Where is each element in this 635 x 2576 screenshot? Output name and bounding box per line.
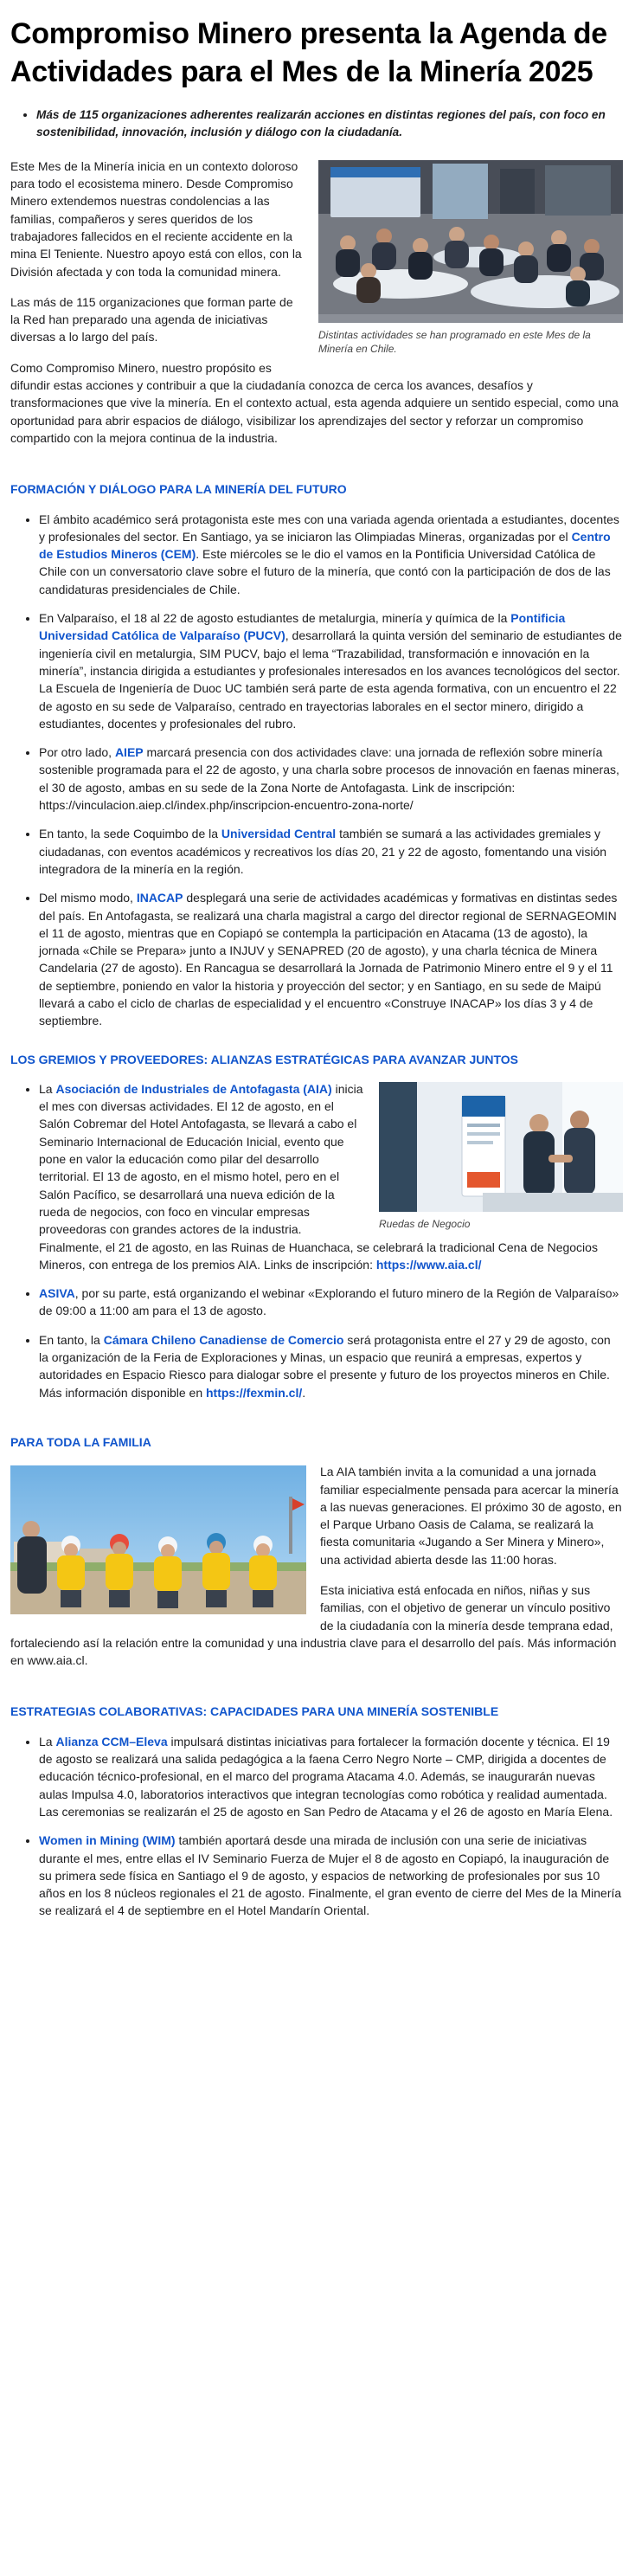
bullet-item <box>39 825 623 878</box>
bullet-item <box>39 1080 623 1273</box>
formacion-list <box>10 511 623 1030</box>
text-segment: desplegará una serie de actividades académicas y formativas en distintas sedes del país. En Antofagasta, se realizará una charla magistral a cargo del director regional de SERNAGEOMIN el 11 de agosto, mientras que en Copiapó se contempla la participación en Atacama (13 de agosto), la jornada «Chile se Prepara» junto a INJUV y SENAPRED (20 de agosto), y una charla técnica de Minera Candelaria (27 de agosto). En Rancagua se desarrollará la Jornada de Patrimonio Minero entre el 9 y el 11 de septiembre, poniendo en valor la historia y proyección del sector; y en Santiago, en su sede de Maipú llevará a cabo el ciclo de charlas de especialidad y el encuentro «Construye INACAP» los días 3 y 4 de septiembre. <box>39 891 618 1028</box>
ruedas-photo <box>379 1082 623 1212</box>
intro-paragraph-3: Como Compromiso Minero, nuestro propósito es difundir estas acciones y contribuir a que la ciudadanía conozca de cerca los avances, desafíos y transformaciones que vive la minería. En el contexto actual, esta agenda adquiere un sentido especial, como una oportunidad para abrir espacios de diálogo, visibilizar los aprendizajes del sector y reforzar un compromiso compartido con la mejora continua de la industria. <box>10 360 619 445</box>
text-segment: Por otro lado, <box>39 745 115 760</box>
bullet-item <box>39 889 623 1029</box>
bullet-item <box>39 1733 623 1820</box>
inline-link[interactable]: ASIVA <box>39 1286 75 1301</box>
inline-link[interactable]: Cámara Chileno Canadiense de Comercio <box>103 1332 344 1347</box>
text-segment: La <box>39 1081 56 1096</box>
figure-children <box>10 1465 306 1614</box>
inline-link[interactable]: Universidad Central <box>221 827 337 841</box>
text-segment: . Este miércoles se le dio el vamos en la Pontificia Universidad Católica de Chile con un conversatorio clave sobre el futuro de la minería, que contó con la participación de dos de las candidaturas presidenciales de Chile. <box>39 547 611 596</box>
text-segment: , desarrollará la quinta versión del seminario de estudiantes de ingeniería civil en metalurgia, SIM PUCV, bajo el lema “Trazabilidad, transformación e innovación en la minería”, instancia dirigida a estudiantes y profesionales interesados en los avances tecnológicos del sector. La Escuela de Ingeniería de Duoc UC también será parte de esta agenda formativa, con un encuentro el 22 de agosto en su sede de Valparaíso, centrado en trayectorias laborales en el sector minero, dirigido a estudiantes, docentes y profesionales del rubro. <box>39 628 622 731</box>
inline-link[interactable]: Women in Mining (WIM) <box>39 1833 176 1848</box>
text-segment: En Valparaíso, el 18 al 22 de agosto estudiantes de metalurgia, minería y química de la <box>39 611 511 626</box>
bullet-item <box>39 1832 623 1919</box>
inline-link[interactable]: Pontificia Universidad Católica de Valparaíso (PUCV) <box>39 611 566 643</box>
bullet-item <box>39 609 623 732</box>
text-segment: también se sumará a las actividades gremiales y ciudadanas, con eventos académicos y recreativos los días 20, 21 y 22 de agosto, fomentando una visión integradora de la minería en la región. <box>39 827 607 876</box>
text-segment: La <box>39 1734 56 1748</box>
inline-link[interactable]: https://www.aia.cl/ <box>375 1257 482 1272</box>
text-segment: también aportará desde una mirada de inclusión con una serie de iniciativas durante el mes, entre ellas el IV Seminario Fuerza de Mujer el 8 de agosto en Copiapó, la inauguración de su primera sede física en Santiago el 9 de agosto, y espacios de networking de profesionales por sus 10 años en los 8 núcleos regionales el 21 de agosto. Finalmente, el gran evento de cierre del Mes de la Minería se realizará el 4 de septiembre en el Hotel Mandarín Oriental. <box>39 1833 622 1918</box>
estrategias-list <box>10 1733 623 1920</box>
intro-block <box>10 158 623 460</box>
intro-paragraph-2: Las más de 115 organizaciones que forman parte de la Red han preparado una agenda de iniciativas diversas a lo largo del país. <box>10 294 293 345</box>
text-segment: , por su parte, está organizando el webinar «Explorando el futuro minero de la Región de Valparaíso» de 09:00 a 11:00 am para el 13 de agosto. <box>39 1286 619 1318</box>
inline-link[interactable]: AIEP <box>114 745 144 760</box>
section-heading-formacion: FORMACIÓN Y DIÁLOGO PARA LA MINERÍA DEL FUTURO <box>10 482 347 497</box>
text-segment: impulsará distintas iniciativas para fortalecer la formación docente y técnica. El 19 de agosto se realizará una salida pedagógica a la faena Cerro Negro Norte – CMP, dirigida a docentes de educación técnico-profesional, en el marco del programa Atacama 4.0. Además, se inaugurarán nuevas aulas Impulsa 4.0, laboratorios interactivos que integran tecnologías como robótica y realidad aumentada. Las ceremonias se realizarán el 25 de agosto en San Pedro de Atacama y el 26 de agosto en María Elena. <box>39 1734 613 1819</box>
inline-link[interactable]: Alianza CCM–Eleva <box>55 1734 168 1748</box>
familia-block <box>10 1463 623 1682</box>
text-segment: será protagonista entre el 27 y 29 de agosto, con la organización de la Feria de Exploraciones y Minas, un espacio que reunirá a empresas, expertos y autoridades en Espacio Riesco para dialogar sobre el presente y futuro de los proyectos mineros en Chile. Más información disponible en <box>39 1332 611 1400</box>
bullet-item <box>39 1285 623 1320</box>
intro-paragraph-1: Este Mes de la Minería inicia en un contexto doloroso para todo el ecosistema minero. Desde Compromiso Minero extendemos nuestras condolencias a las familias, compañeros y seres queridos de los trabajadores fallecidos en el reciente accidente en la mina El Teniente. Nuestro apoyo está con ellos, con la División afectada y con toda la comunidad minera. <box>10 158 302 279</box>
conference-photo <box>318 160 623 323</box>
section-heading-gremios: LOS GREMIOS Y PROVEEDORES: ALIANZAS ESTRATÉGICAS PARA AVANZAR JUNTOS <box>10 1052 519 1066</box>
ruedas-caption: • Ruedas de Negocio <box>379 1217 471 1230</box>
conference-caption: Distintas actividades se han programado en este Mes de la Minería en Chile. <box>318 328 591 355</box>
text-segment: marcará presencia con dos actividades clave: una jornada de reflexión sobre minería sostenible programada para el 22 de agosto, y una charla sobre procesos de innovación en faenas mineras, el 30 de agosto, ambas en su sede de la Zona Norte de Antofagasta. Link de inscripción: https://vinculacion.aiep.cl/index.php/inscripcion-encuentro-zona-norte/ <box>39 745 619 813</box>
figure-ruedas <box>379 1082 623 1231</box>
lead-summary: • Más de 115 organizaciones adherentes realizarán acciones en distintas regiones del país, con foco en sostenibilidad, innovación, inclusión y diálogo con la ciudadanía. <box>36 106 623 142</box>
text-segment: Del mismo modo, <box>39 891 137 905</box>
inline-link[interactable]: Asociación de Industriales de Antofagasta (AIA) <box>55 1081 332 1096</box>
inline-link[interactable]: INACAP <box>136 891 183 905</box>
text-segment: En tanto, la sede Coquimbo de la <box>39 827 221 841</box>
text-segment: inicia el mes con diversas actividades. El 12 de agosto, en el Salón Cobremar del Hotel Antofagasta, se llevará a cabo el Seminario Internacional de Educación Inicial, evento que pone en valor la educación como pilar del desarrollo territorial. El 13 de agosto, en el mismo hotel, pero en el Salón Pacífico, se desarrollará una nueva edición de la rueda de negocios, con foco en vincular empresas proveedoras con grandes actores de la industria. Finalmente, el 21 de agosto, en las Ruinas de Huanchaca, se celebrará la tradicional Cena de Negocios Mineros, con entrega de los premios AIA. Links de inscripción: <box>39 1081 598 1272</box>
section-heading-familia: PARA TODA LA FAMILIA <box>10 1434 151 1449</box>
figure-conference <box>318 160 623 356</box>
page-title: Compromiso Minero presenta la Agenda de Actividades para el Mes de la Minería 2025 <box>10 17 607 88</box>
gremios-list <box>10 1080 623 1413</box>
text-segment: El ámbito académico será protagonista este mes con una variada agenda orientada a estudiantes, docentes y profesionales del sector. En Santiago, ya se iniciaron las Olimpiadas Mineras, organizadas por el <box>39 512 619 544</box>
familia-paragraph-2: Esta iniciativa está enfocada en niños, niñas y sus familias, con el objetivo de generar un vínculo positivo de la ciudadanía con la minería desde temprana edad, fortaleciendo así la relación entre la comunidad y una industria clave para el desarrollo del país. Más información en www.aia.cl. <box>10 1583 617 1668</box>
bullet-item <box>39 1331 623 1401</box>
inline-link[interactable]: Centro de Estudios Mineros (CEM) <box>39 529 611 562</box>
bullet-item <box>39 744 623 814</box>
inline-link[interactable]: https://fexmin.cl/ <box>206 1385 303 1400</box>
section-heading-estrategias: ESTRATEGIAS COLABORATIVAS: CAPACIDADES PARA UNA MINERÍA SOSTENIBLE <box>10 1704 499 1719</box>
text-segment: En tanto, la <box>39 1332 104 1347</box>
bullet-item <box>39 511 623 598</box>
familia-paragraph-1: La AIA también invita a la comunidad a una jornada familiar especialmente pensada para acercar la minería a las nuevas generaciones. El próximo 30 de agosto, en el Parque Urbano Oasis de Calama, se realizará la fiesta comunitaria «Jugando a Ser Minera y Minero», una actividad abierta desde las 11:00 horas. <box>320 1465 622 1567</box>
children-photo <box>10 1465 306 1614</box>
lead-list <box>10 106 623 142</box>
text-segment: . <box>302 1385 306 1400</box>
